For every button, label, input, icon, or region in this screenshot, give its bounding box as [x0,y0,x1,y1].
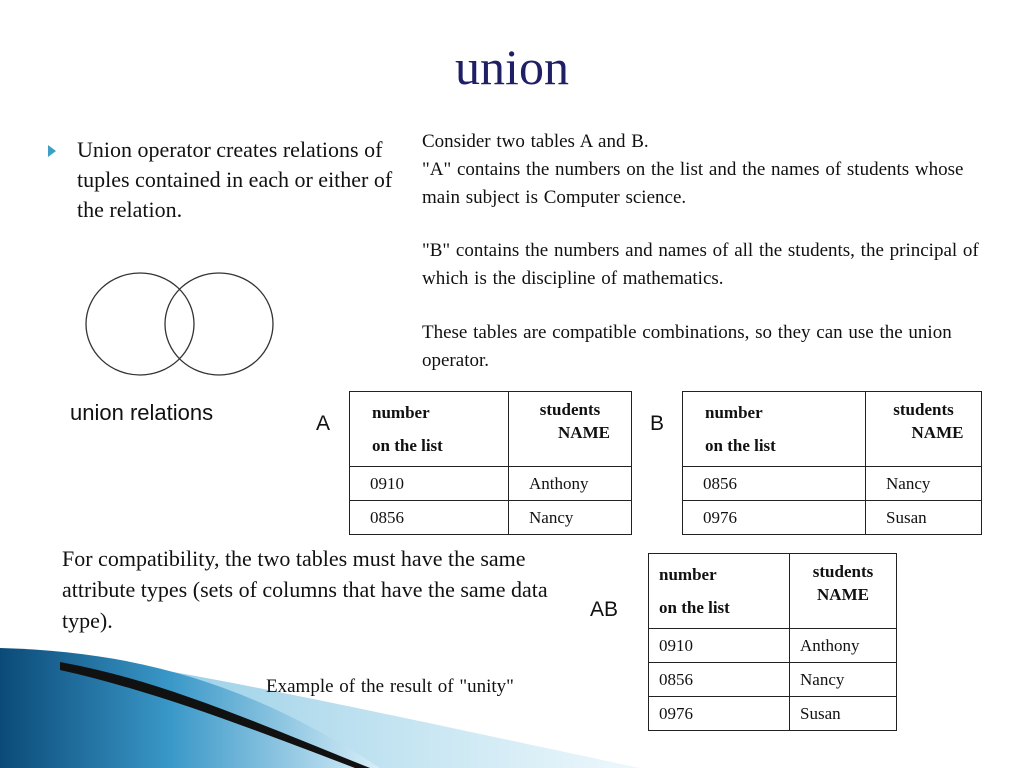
cell-number: 0910 [350,467,509,501]
cell-name: Anthony [790,629,897,663]
paragraph-table-b: "B" contains the numbers and names of all the students, the principal of which is the discipline of mathematics. [422,240,979,289]
bullet-text: Union operator creates relations of tuples contained in each or either of the relation. [77,137,393,222]
cell-number: 0856 [683,467,866,501]
table-a [349,391,632,535]
cell-number: 0976 [649,697,790,731]
venn-diagram [80,268,280,383]
table-header-row [350,392,632,467]
compatibility-note: For compatibility, the two tables must have the same attribute types (sets of columns that have the same data type). [62,546,548,633]
bullet-arrow-icon [48,145,56,157]
cell-name: Susan [866,501,982,535]
cell-number: 0976 [683,501,866,535]
table-row [683,501,982,535]
venn-label: union relations [70,400,214,425]
cell-number: 0856 [649,663,790,697]
paragraph-intro: Consider two tables A and B. "A" contains the numbers on the list and the names of students whose main subject is Computer science. [422,131,964,208]
table-b [682,391,982,535]
cell-number: 0856 [350,501,509,535]
venn-circle-left [86,273,194,375]
table-a-label: A [316,412,331,435]
venn-circle-right [165,273,273,375]
header-name: students NAME [790,554,897,629]
header-name: students NAME [866,392,982,467]
table-ab-label: AB [590,598,619,621]
table-row [350,501,632,535]
table-row [649,629,897,663]
cell-name: Susan [790,697,897,731]
cell-name: Nancy [866,467,982,501]
table-header-row [649,554,897,629]
header-number: number on the list [683,392,866,467]
table-row [350,467,632,501]
example-caption: Example of the result of "unity" [266,676,514,697]
header-number: number on the list [350,392,509,467]
table-ab [648,553,897,731]
cell-name: Anthony [509,467,632,501]
table-header-row [683,392,982,467]
cell-name: Nancy [790,663,897,697]
paragraph-compatible: These tables are compatible combinations, so they can use the union operator. [422,322,952,371]
header-number: number on the list [649,554,790,629]
cell-number: 0910 [649,629,790,663]
table-row [683,467,982,501]
table-row [649,663,897,697]
cell-name: Nancy [509,501,632,535]
header-name: students NAME [509,392,632,467]
table-row [649,697,897,731]
table-b-label: B [650,412,665,435]
slide-title: union [455,39,569,95]
